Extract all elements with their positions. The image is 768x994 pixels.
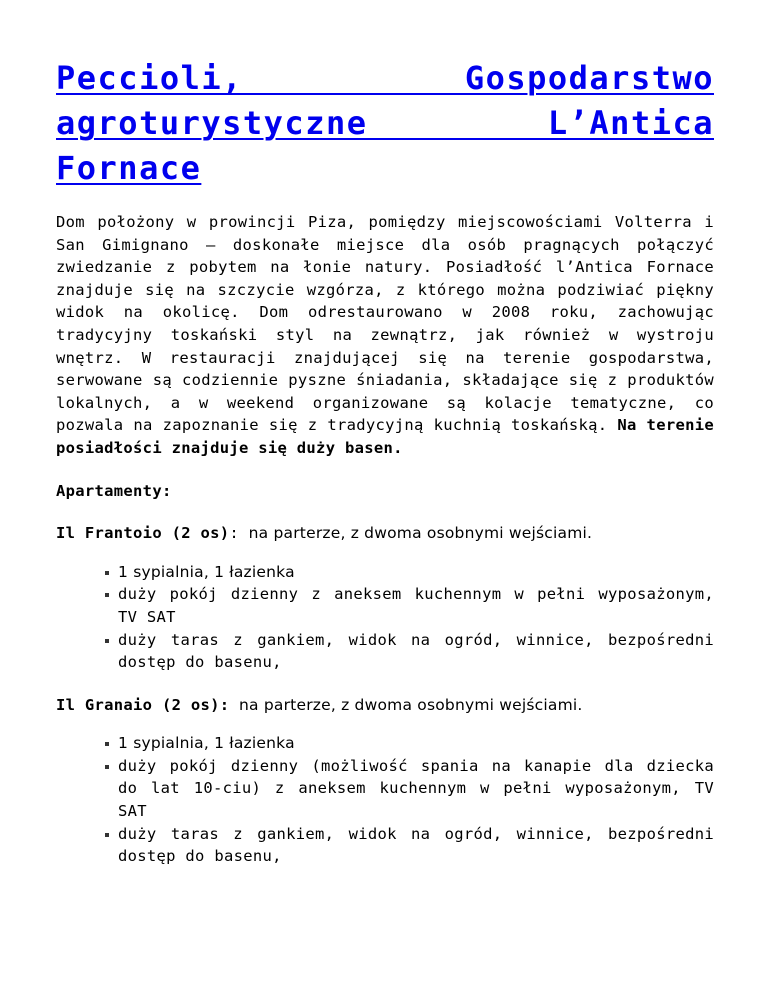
apartment-frantoio-heading: Il Frantoio (2 os): na parterze, z dwoma osobnymi wejściami. <box>56 524 593 543</box>
list-item: duży pokój dzienny (możliwość spania na kanapie dla dziecka do lat 10-ciu) z aneksem kuchennym w pełni wyposażonym, TV SAT <box>118 755 714 823</box>
apartment-frantoio-features <box>56 561 714 674</box>
page-title[interactable] <box>56 56 714 191</box>
list-item: 1 sypialnia, 1 łazienka <box>118 732 714 755</box>
list-item: duży taras z gankiem, widok na ogród, winnice, bezpośredni dostęp do basenu, <box>118 629 714 674</box>
apartment-name: Il Frantoio (2 os) <box>56 524 230 543</box>
list-item: duży taras z gankiem, widok na ogród, winnice, bezpośredni dostęp do basenu, <box>118 823 714 868</box>
list-item: duży pokój dzienny z aneksem kuchennym w pełni wyposażonym, TV SAT <box>118 583 714 628</box>
list-item: 1 sypialnia, 1 łazienka <box>118 561 714 584</box>
apartments-heading: Apartamenty: <box>56 481 172 500</box>
intro-bold-text: Na terenie posiadłości znajduje się duży basen. <box>56 416 714 457</box>
apartment-granaio-heading <box>56 694 714 717</box>
intro-text: Dom położony w prowincji Piza, pomiędzy miejscowościami Volterra i San Gimignano – doskonałe miejsce dla osób pragnących połączyć zwiedzanie z pobytem na łonie natury. Posiadłość l’Antica Fornace znajduje się na szczycie wzgórza, z którego można podziwiać piękny widok na okolicę. Dom odrestaurowano w 2008 roku, zachowując tradycyjny toskański styl na zewnątrz, jak również w wystroju wnętrz. W restauracji znajdującej się na terenie gospodarstwa, serwowane są codziennie pyszne śniadania, składające się z produktów lokalnych, a w weekend organizowane są kolacje tematyczne, co pozwala na zapoznanie się z tradycyjną kuchnią toskańską. <box>56 213 714 435</box>
apartment-desc: na parterze, z dwoma osobnymi wejściami. <box>239 695 583 714</box>
intro-paragraph <box>56 211 714 460</box>
title-link[interactable]: Peccioli, Gospodarstwo agroturystyczne L’Antica Fornace <box>56 59 714 187</box>
apartment-name: Il Granaio (2 os): <box>56 695 230 714</box>
article <box>56 56 714 868</box>
apartment-desc: na parterze, z dwoma osobnymi wejściami. <box>248 524 593 543</box>
apartment-granaio-features <box>56 732 714 868</box>
